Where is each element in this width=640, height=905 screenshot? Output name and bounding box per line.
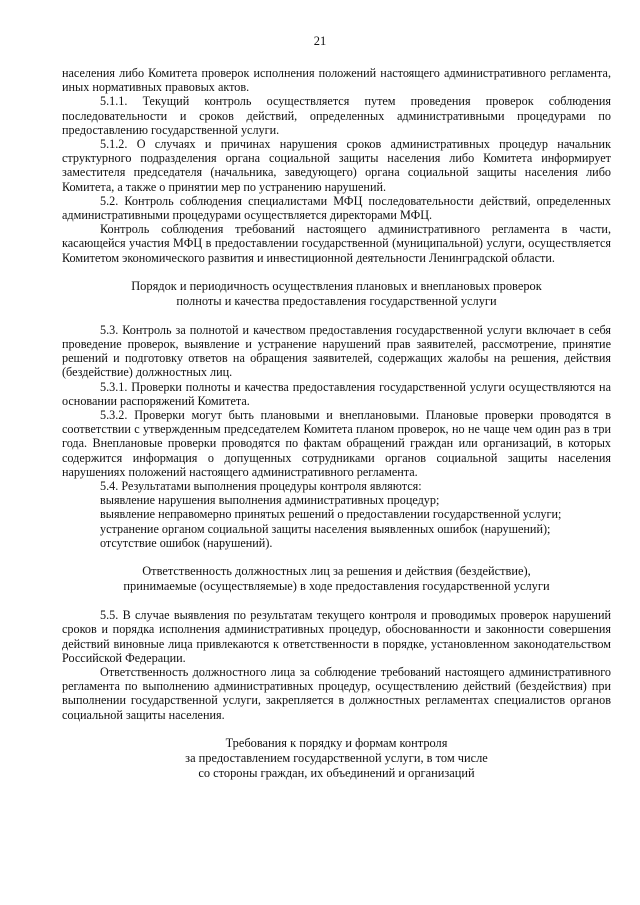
section-heading-line: за предоставлением государственной услуги, в том числе (185, 750, 488, 765)
page-number: 21 (313, 34, 327, 48)
paragraph: выявление нарушения выполнения административных процедур; (100, 493, 440, 508)
paragraph: 5.3.2. Проверки могут быть плановыми и внеплановыми. Плановые проверки проводятся в соответствии с утвержденным председателем Комитета планом проверок, но не чаще чем один раз в три года. Внеплановые проверки проводятся по фактам обращений граждан или организаций, в которых содержится информация о допущенных сотрудниками органов социальной защиты населения нарушениях положений настоящего административного регламента. (62, 408, 611, 479)
section-heading (62, 279, 611, 309)
section-spacer (62, 594, 611, 608)
section-heading (62, 736, 611, 781)
paragraph: 5.3. Контроль за полнотой и качеством предоставления государственной услуги включает в себя проведение проверок, выявление и устранение нарушений прав заявителей, рассмотрение, принятие решений и подготовку ответов на обращения заявителей, содержащих жалобы на решения, действия (бездействие) должностных лиц. (62, 322, 611, 380)
section-spacer (62, 309, 611, 323)
paragraph: населения либо Комитета проверок исполнения положений настоящего административного регламента, иных нормативных правовых актов. (62, 66, 611, 95)
paragraph: устранение органом социальной защиты населения выявленных ошибок (нарушений); (100, 521, 551, 536)
paragraph: 5.4. Результатами выполнения процедуры контроля являются: (100, 479, 422, 494)
paragraph: 5.2. Контроль соблюдения специалистами МФЦ последовательности действий, определенных административными процедурами осуществляется директорами МФЦ. (62, 193, 611, 223)
section-heading-line: Порядок и периодичность осуществления плановых и внеплановых проверок (131, 278, 542, 293)
paragraph: 5.3.1. Проверки полноты и качества предоставления государственной услуги осуществляются на основании распоряжений Комитета. (62, 379, 611, 408)
section-spacer (62, 265, 611, 279)
paragraph: 5.1.1. Текущий контроль осуществляется путем проведения проверок соблюдения последовательности и сроков действий, определенных административными процедурами по предоставлению государственной услуги. (62, 94, 611, 137)
paragraph: 5.1.2. О случаях и причинах нарушения сроков административных процедур начальник структурного подразделения органа социальной защиты населения либо Комитета информирует заместителя председателя (начальника, заведующего) органа социальной защиты населения либо Комитета, а также о принятии мер по устранению нарушений. (62, 137, 611, 194)
document-body (62, 66, 611, 781)
section-heading-line: Ответственность должностных лиц за решения и действия (бездействие), (142, 564, 531, 579)
section-heading (62, 564, 611, 594)
section-heading-line: полноты и качества предоставления государственной услуги (176, 293, 497, 308)
paragraph: Контроль соблюдения требований настоящего административного регламента в части, касающейся участия МФЦ в предоставлении государственной (муниципальной) услуги, осуществляется Комитетом экономического развития и инвестиционной деятельности Ленинградской области. (62, 222, 611, 265)
paragraph: выявление неправомерно принятых решений о предоставлении государственной услуги; (100, 507, 562, 522)
section-heading-line: принимаемые (осуществляемые) в ходе предоставления государственной услуги (123, 579, 550, 594)
section-spacer (62, 550, 611, 564)
section-spacer (62, 722, 611, 736)
paragraph: отсутствие ошибок (нарушений). (100, 535, 273, 550)
paragraph: 5.5. В случае выявления по результатам текущего контроля и проводимых проверок нарушений сроков и порядка исполнения административных процедур, обоснованности и законности совершения действий виновные лица привлекаются к ответственности в порядке, установленном законодательством Российской Федерации. (62, 608, 611, 665)
paragraph: Ответственность должностного лица за соблюдение требований настоящего административного регламента по выполнению административных процедур, осуществлению действий (бездействия) при выполнении государственной услуги, закрепляется в должностных регламентах специалистов органов социальной защиты населения. (62, 664, 611, 722)
section-heading-line: Требования к порядку и формам контроля (225, 735, 448, 750)
section-heading-line: со стороны граждан, их объединений и организаций (198, 765, 475, 780)
